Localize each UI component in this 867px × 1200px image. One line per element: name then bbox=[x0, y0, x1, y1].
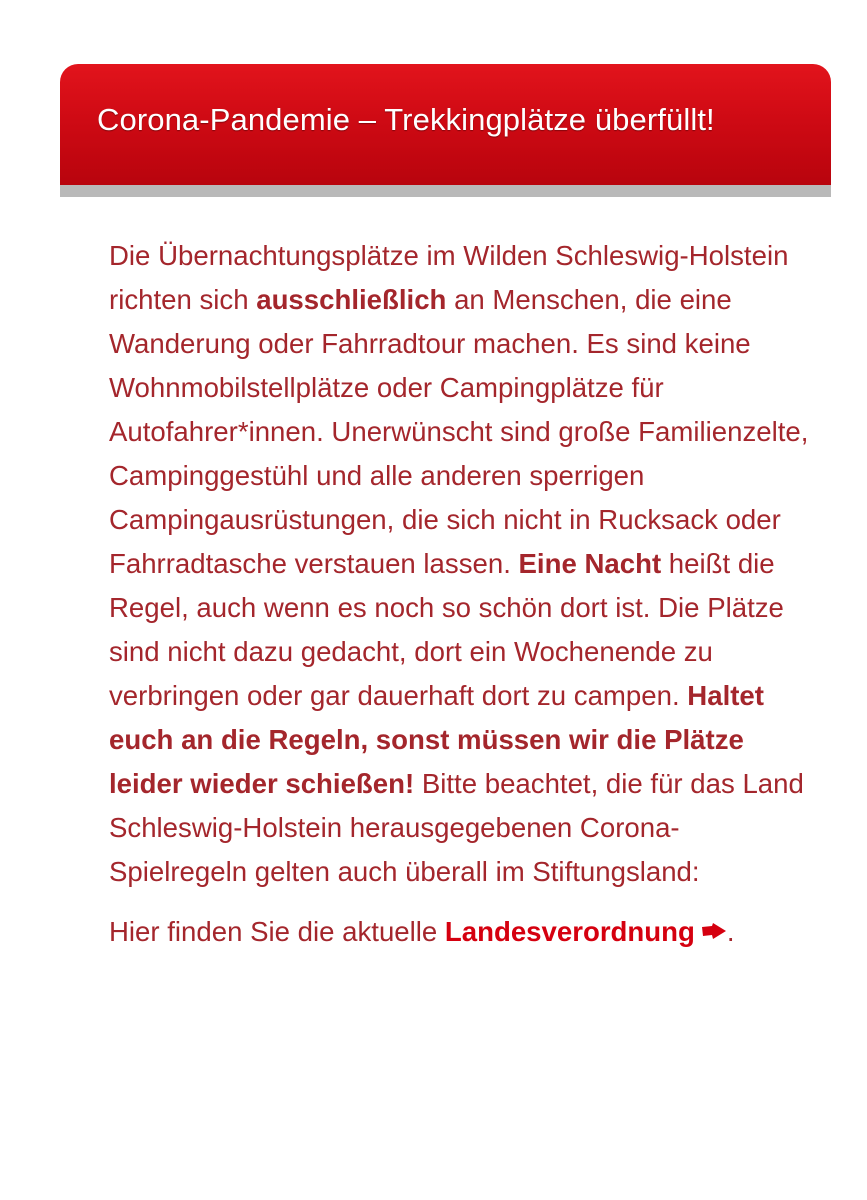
landesverordnung-link[interactable] bbox=[445, 916, 727, 947]
emphasis-one-night: Eine Nacht bbox=[518, 548, 662, 579]
text-segment: Hier finden Sie die aktuelle bbox=[109, 916, 445, 947]
external-link-arrow-icon bbox=[701, 923, 727, 939]
emphasis-rules-warning: Haltet euch an die Regeln, sonst müssen wir die Plätze leider wieder schießen! bbox=[109, 680, 764, 799]
banner-bottom-bar bbox=[60, 185, 831, 197]
article-content bbox=[109, 234, 809, 954]
text-segment: Die Übernachtungsplätze im Wilden Schleswig-Holstein richten sich bbox=[109, 240, 789, 315]
banner-title: Corona-Pandemie – Trekkingplätze überfüllt! bbox=[97, 102, 715, 137]
emphasis-exclusively: ausschließlich bbox=[256, 284, 447, 315]
header-banner bbox=[60, 64, 831, 185]
regulation-paragraph bbox=[109, 910, 809, 954]
text-segment: Bitte beachtet, die für das Land Schleswig-Holstein herausgegebenen Corona-Spielregeln gelten auch überall im Stiftungsland: bbox=[109, 768, 804, 887]
landesverordnung-link-label: Landesverordnung bbox=[444, 916, 695, 947]
notice-paragraph bbox=[109, 234, 809, 894]
text-segment: an Menschen, die eine Wanderung oder Fahrradtour machen. Es sind keine Wohnmobilstellplätze oder Campingplätze für Autofahrer*innen. Unerwünscht sind große Familienzelte, Campinggestühl und alle anderen sperrigen Campingausrüstungen, die sich nicht in Rucksack oder Fahrradtasche verstauen lassen. bbox=[109, 284, 809, 579]
text-segment: . bbox=[726, 916, 735, 947]
text-segment: heißt die Regel, auch wenn es noch so schön dort ist. Die Plätze sind nicht dazu gedacht, dort ein Wochenende zu verbringen oder gar dauerhaft dort zu campen. bbox=[109, 548, 784, 711]
